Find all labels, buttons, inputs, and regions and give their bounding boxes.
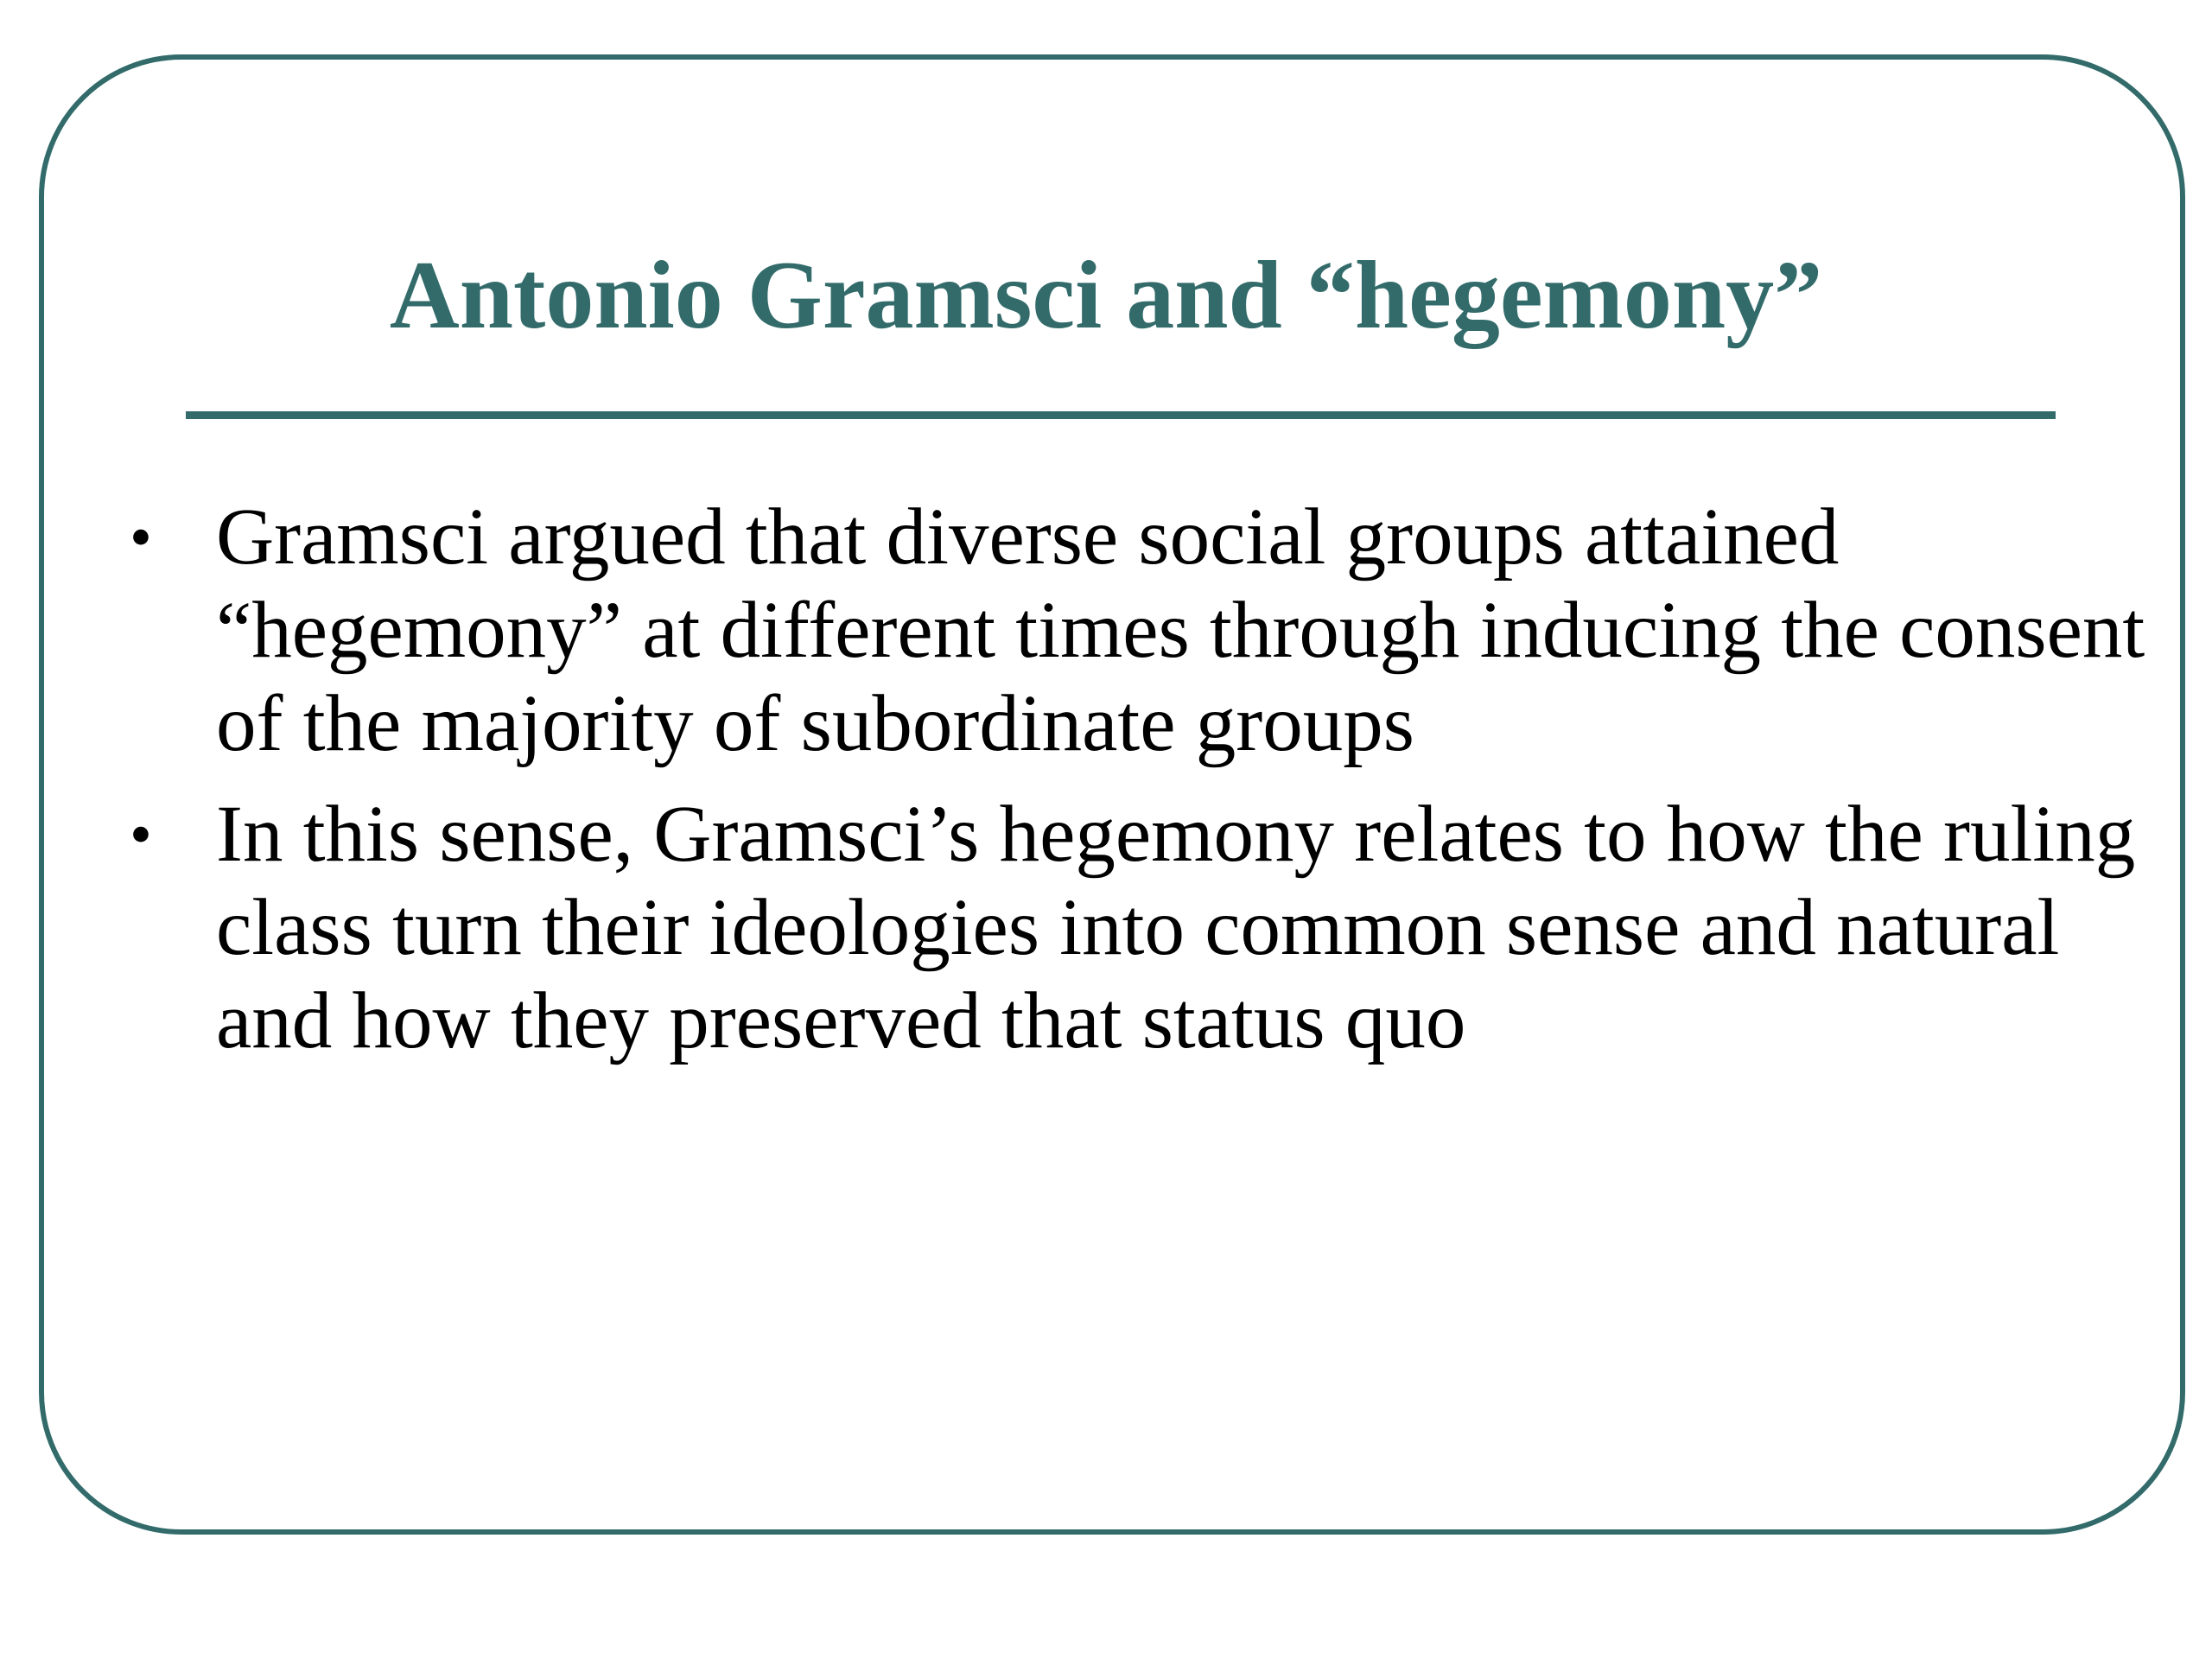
bullet-text: In this sense, Gramsci’s hegemony relates to how the ruling class turn their ideologies into common sense and natural and how they preserved that status quo — [216, 790, 2136, 1065]
bullet-list — [130, 491, 2152, 1085]
title-divider — [186, 411, 2056, 419]
bullet-icon: • — [130, 799, 152, 870]
bullet-text: Gramsci argued that diverse social groups attained “hegemony” at different times through inducing the consent of the majority of subordinate groups — [216, 493, 2145, 768]
slide-title: Antonio Gramsci and “hegemony” — [389, 242, 1823, 349]
list-item — [130, 491, 2152, 771]
list-item — [130, 788, 2152, 1068]
bullet-icon: • — [130, 502, 152, 573]
